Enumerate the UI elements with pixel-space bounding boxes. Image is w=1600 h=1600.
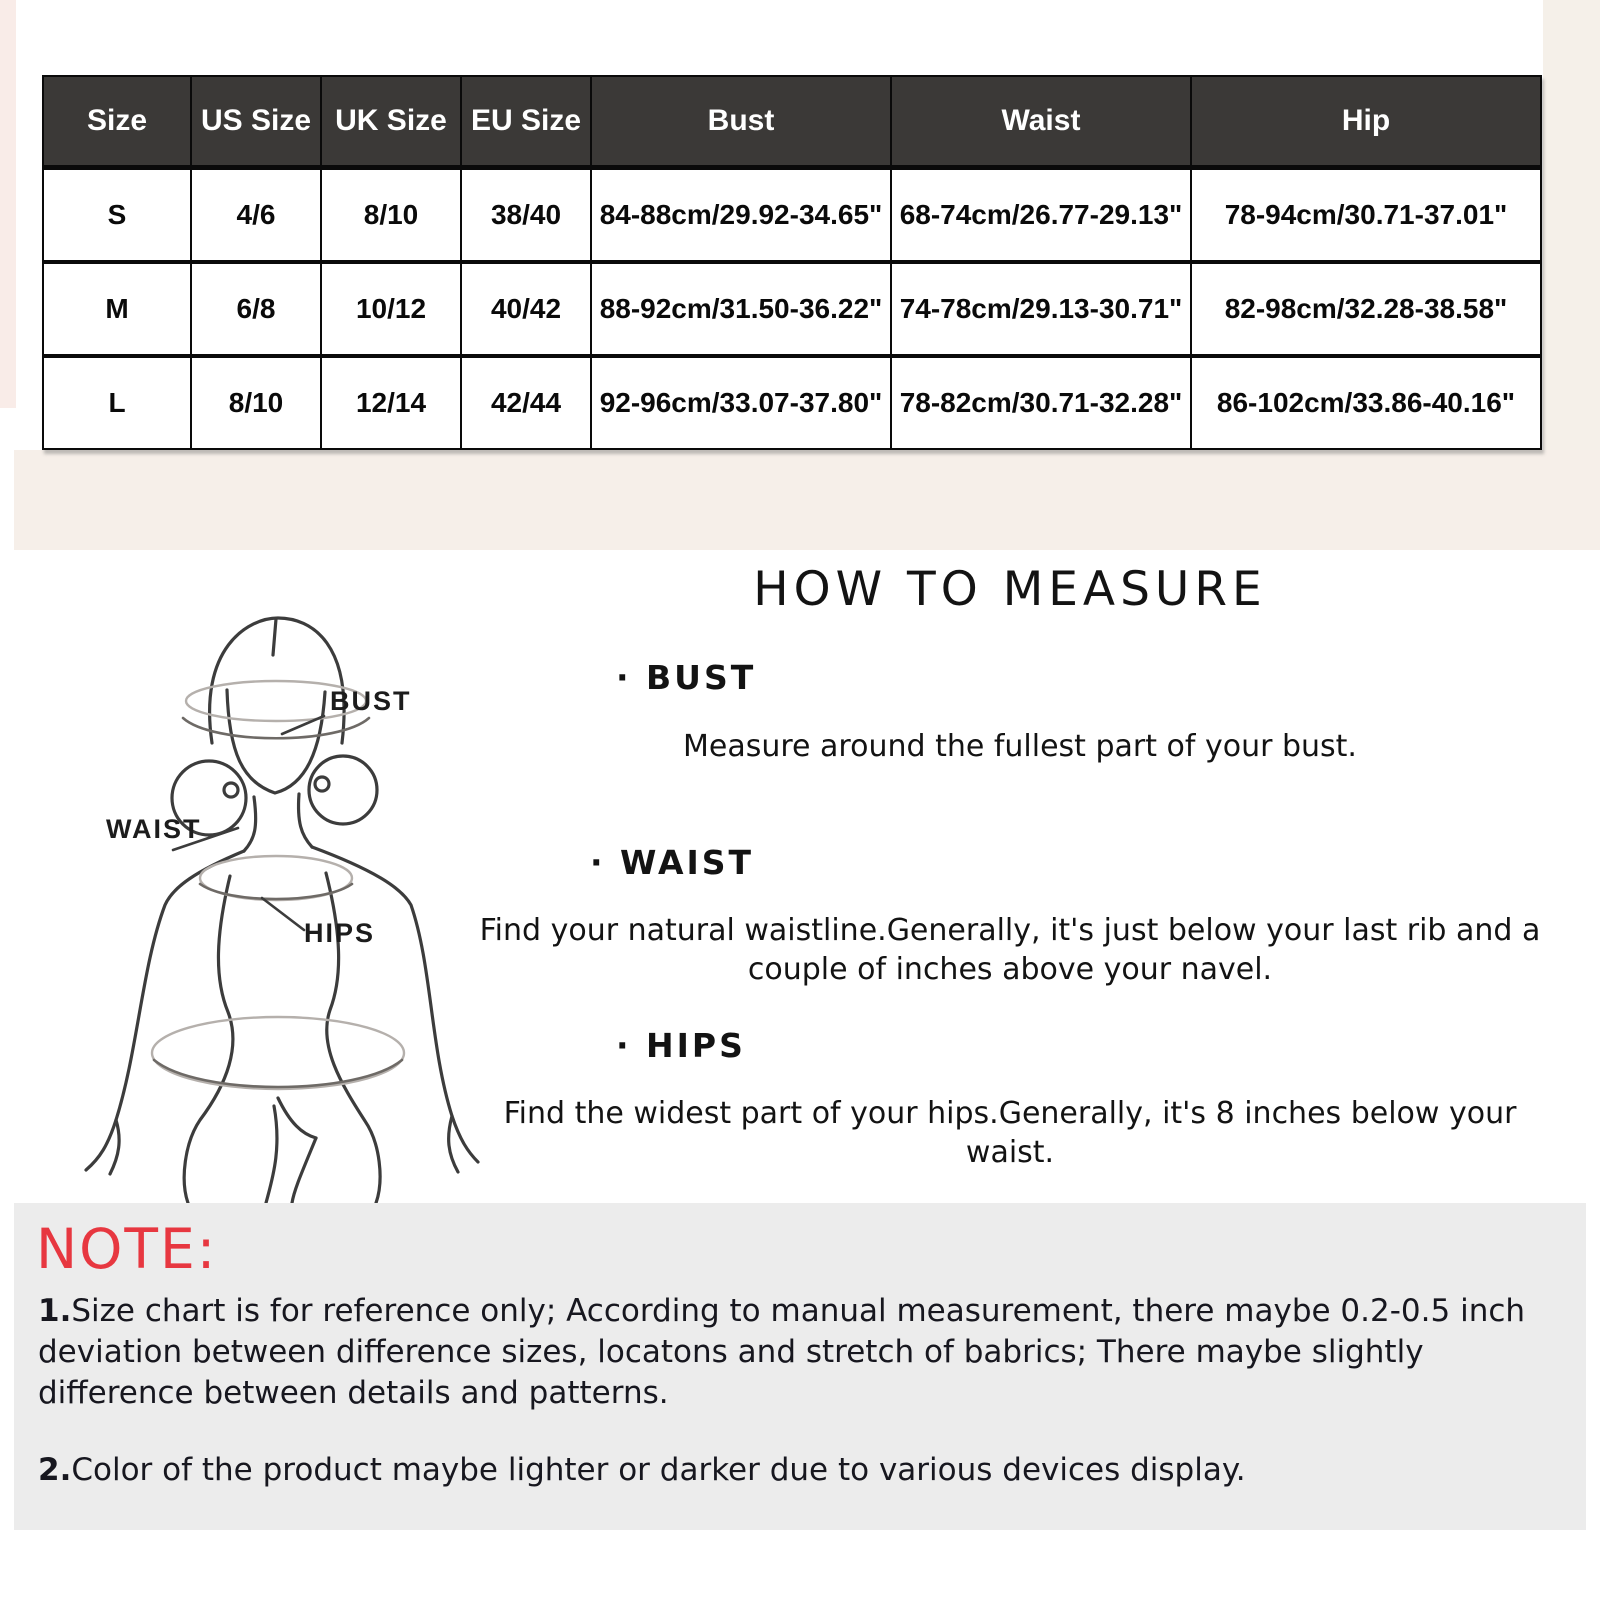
measurement-figure-illustration — [78, 538, 488, 1203]
how-to-measure-title: HOW TO MEASURE — [753, 562, 1267, 617]
size-chart-table — [42, 75, 1542, 450]
cell-uk: 12/14 — [321, 356, 461, 449]
cell-eu: 42/44 — [461, 356, 591, 449]
cell-us: 4/6 — [191, 168, 321, 263]
cell-size: S — [43, 168, 191, 263]
figure-earring-right — [315, 777, 329, 791]
figure-hips-label: HIPS — [304, 918, 376, 948]
bust-instruction-text: Measure around the fullest part of your bust. — [683, 729, 1357, 764]
figure-torso-left — [184, 876, 233, 1203]
figure-hair-part — [273, 619, 276, 655]
cell-size: L — [43, 356, 191, 449]
cell-hip: 86-102cm/33.86-40.16" — [1191, 356, 1541, 449]
size-table-section — [42, 75, 1540, 450]
figure-leg-inner-left — [266, 1106, 277, 1203]
note-item-1 — [38, 1291, 1558, 1414]
note-item-1-text: Size chart is for reference only; According to manual measurement, there maybe 0.2-0.5 inch deviation between difference sizes, locatons and stretch of babrics; There maybe slightly difference between details and patterns. — [38, 1293, 1526, 1411]
cell-bust: 92-96cm/33.07-37.80" — [591, 356, 891, 449]
note-item-2-text: Color of the product maybe lighter or darker due to various devices display. — [71, 1452, 1246, 1488]
hips-section-label: · HIPS — [616, 1026, 746, 1065]
bust-leader-line — [282, 716, 324, 734]
hips-leader-line — [262, 898, 304, 930]
cell-bust: 88-92cm/31.50-36.22" — [591, 262, 891, 356]
cell-uk: 10/12 — [321, 262, 461, 356]
left-margin-strip — [0, 0, 16, 408]
figure-waist-label: WAIST — [106, 814, 202, 844]
figure-crotch — [278, 1098, 316, 1138]
note-heading: NOTE: — [36, 1217, 218, 1281]
cell-waist: 68-74cm/26.77-29.13" — [891, 168, 1191, 263]
cell-uk: 8/10 — [321, 168, 461, 263]
note-item-1-number: 1. — [38, 1293, 72, 1329]
header-cell-uk-size: UK Size — [321, 76, 461, 168]
hips-guide-ellipse — [152, 1017, 404, 1089]
header-cell-hip: Hip — [1191, 76, 1541, 168]
hips-instruction-text: Find the widest part of your hips.Generally, it's 8 inches below your waist. — [503, 1096, 1517, 1170]
header-cell-waist: Waist — [891, 76, 1191, 168]
table-header-row — [43, 76, 1541, 168]
cell-waist: 78-82cm/30.71-32.28" — [891, 356, 1191, 449]
right-margin-strip — [1543, 0, 1600, 450]
cell-bust: 84-88cm/29.92-34.65" — [591, 168, 891, 263]
figure-earring-left — [224, 783, 238, 797]
figure-arm-right — [312, 847, 478, 1162]
table-row-s — [43, 168, 1541, 263]
table-row-m — [43, 262, 1541, 356]
figure-arm-left — [86, 851, 244, 1170]
figure-bust-label: BUST — [330, 686, 412, 716]
waist-instruction-text: Find your natural waistline.Generally, it's just below your last rib and a couple of inches above your navel. — [479, 913, 1541, 987]
header-cell-bust: Bust — [591, 76, 891, 168]
header-cell-us-size: US Size — [191, 76, 321, 168]
waist-section-label: · WAIST — [590, 843, 755, 882]
bust-section-label: · BUST — [616, 658, 757, 697]
cell-us: 8/10 — [191, 356, 321, 449]
note-panel — [14, 1203, 1586, 1530]
beige-divider-band — [14, 450, 1600, 550]
note-item-2 — [38, 1450, 1558, 1491]
cell-waist: 74-78cm/29.13-30.71" — [891, 262, 1191, 356]
cell-hip: 78-94cm/30.71-37.01" — [1191, 168, 1541, 263]
table-row-l — [43, 356, 1541, 449]
header-cell-size: Size — [43, 76, 191, 168]
cell-eu: 38/40 — [461, 168, 591, 263]
figure-leg-inner-right — [292, 1138, 316, 1203]
note-item-2-number: 2. — [38, 1452, 72, 1488]
header-cell-eu-size: EU Size — [461, 76, 591, 168]
hips-guide-arc — [154, 1060, 402, 1087]
cell-eu: 40/42 — [461, 262, 591, 356]
cell-hip: 82-98cm/32.28-38.58" — [1191, 262, 1541, 356]
cell-us: 6/8 — [191, 262, 321, 356]
cell-size: M — [43, 262, 191, 356]
